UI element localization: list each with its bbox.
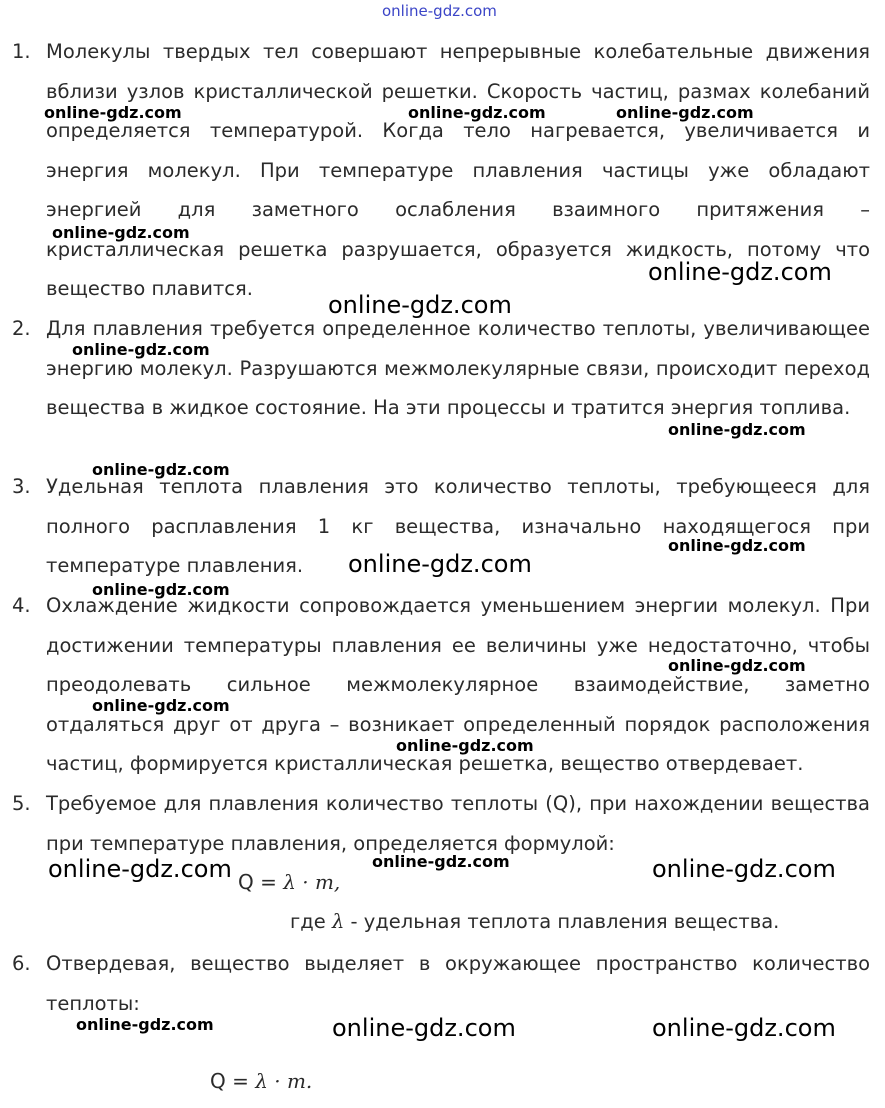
watermark: online-gdz.com (92, 696, 230, 715)
watermark: online-gdz.com (408, 103, 546, 122)
formula-melting (238, 870, 340, 894)
item-number: 3. (12, 475, 31, 498)
watermark: online-gdz.com (92, 460, 230, 479)
watermark: online-gdz.com (92, 580, 230, 599)
watermark: online-gdz.com (668, 536, 806, 555)
watermark: online-gdz.com (76, 1015, 214, 1034)
item-text: Охлаждение жидкости сопровождается уменьшением энергии молекул. При достижении температуры плавления ее величины уже недостаточно, чтобы преодолевать сильное межмолекулярное взаимодействие, заметно отдаляться друг от друга – возникает определенный порядок расположения частиц, формируется кристаллическая решетка, вещество отвердевает. (46, 594, 870, 775)
watermark: online-gdz.com (652, 1014, 836, 1042)
header-watermark: online-gdz.com (382, 2, 497, 20)
watermark: online-gdz.com (52, 223, 190, 242)
watermark: online-gdz.com (332, 1014, 516, 1042)
formula-solidification (210, 1069, 312, 1093)
item-text: Для плавления требуется определенное количество теплоты, увеличивающее энергию молекул. Разрушаются межмолекулярные связи, происходит переход вещества в жидкое состояние. На эти процессы и тратится энергия топлива. (46, 317, 870, 419)
watermark: online-gdz.com (72, 340, 210, 359)
watermark: online-gdz.com (48, 855, 232, 883)
watermark: online-gdz.com (648, 258, 832, 286)
watermark: online-gdz.com (328, 291, 512, 319)
formula-note (290, 910, 779, 933)
formula-rhs: λ · m. (255, 1069, 313, 1093)
note-symbol: λ (331, 910, 345, 933)
watermark: online-gdz.com (372, 852, 510, 871)
watermark: online-gdz.com (396, 736, 534, 755)
watermark: online-gdz.com (652, 855, 836, 883)
list-item-6 (12, 944, 870, 1023)
note-prefix: где (290, 910, 326, 933)
note-suffix: - удельная теплота плавления вещества. (350, 910, 780, 933)
item-number: 6. (12, 952, 31, 975)
item-number: 1. (12, 40, 31, 63)
watermark: online-gdz.com (348, 550, 532, 578)
item-number: 2. (12, 317, 31, 340)
item-text: Требуемое для плавления количество теплоты (Q), при нахождении вещества при температуре плавления, определяется формулой: (46, 792, 870, 855)
item-number: 5. (12, 792, 31, 815)
watermark: online-gdz.com (668, 656, 806, 675)
list-item-2 (12, 309, 870, 428)
formula-lhs: Q = (238, 870, 277, 894)
formula-rhs: λ · m, (283, 870, 341, 894)
item-number: 4. (12, 594, 31, 617)
watermark: online-gdz.com (668, 420, 806, 439)
watermark: online-gdz.com (44, 103, 182, 122)
formula-lhs: Q = (210, 1069, 249, 1093)
item-text: Отвердевая, вещество выделяет в окружающее пространство количество теплоты: (46, 952, 870, 1015)
watermark: online-gdz.com (616, 103, 754, 122)
item-text: Молекулы твердых тел совершают непрерывные колебательные движения вблизи узлов кристаллической решетки. Скорость частиц, размах колебаний определяется температурой. Когда тело нагревается, увеличивается и энергия молекул. При температуре плавления частицы уже обладают энергией для заметного ослабления взаимного притяжения – кристаллическая решетка разрушается, образуется жидкость, потому что вещество плавится. (46, 40, 870, 300)
item-text: Удельная теплота плавления это количество теплоты, требующееся для полного расплавления 1 кг вещества, изначально находящегося при температуре плавления. (46, 475, 870, 577)
